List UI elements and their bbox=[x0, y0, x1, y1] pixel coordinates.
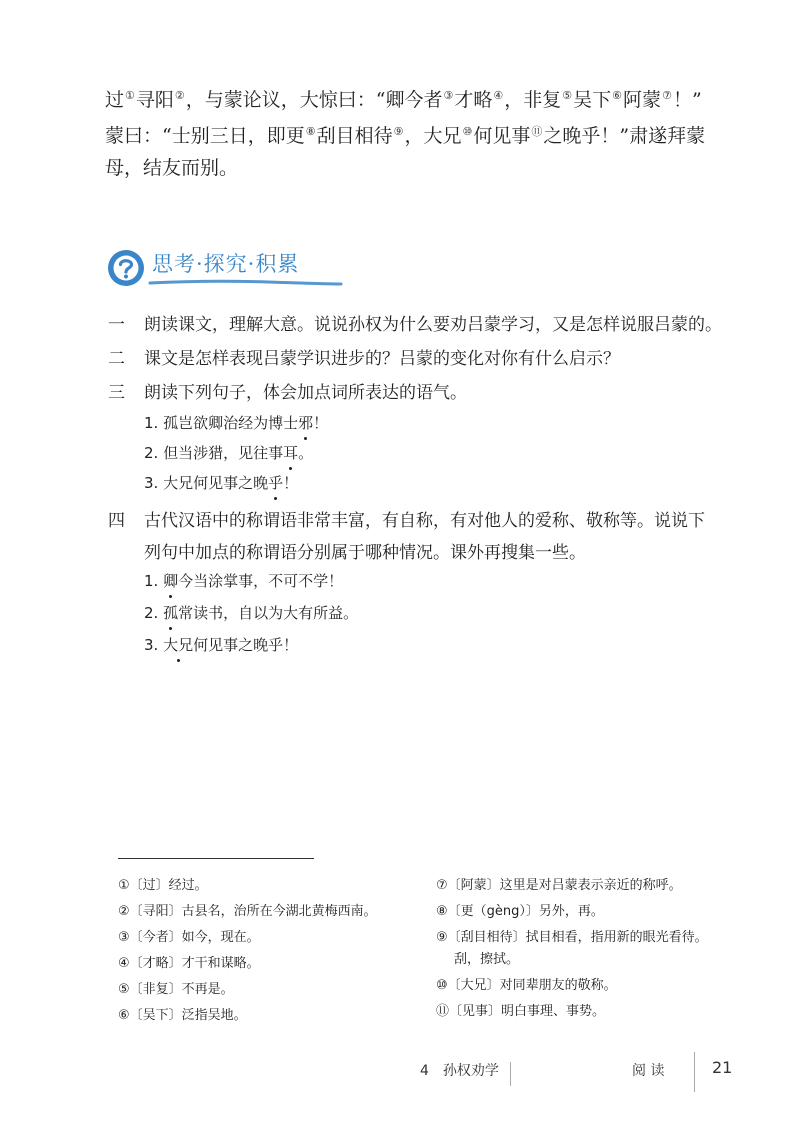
passage-text: 蒙曰：“士别三日，即更 bbox=[105, 125, 305, 147]
footnote: ③〔今者〕如今，现在。 bbox=[118, 930, 260, 945]
q3-item-3 bbox=[144, 472, 298, 493]
item-text: 2. 但当涉猎，见往事 bbox=[144, 444, 284, 462]
footnote: ⑦〔阿蒙〕这里是对吕蒙表示亲近的称呼。 bbox=[436, 878, 682, 893]
section-underline bbox=[148, 279, 343, 288]
page-number: 21 bbox=[712, 1058, 733, 1077]
footnote: ⑩〔大兄〕对同辈朋友的敬称。 bbox=[436, 978, 617, 993]
question-text: 列句中加点的称谓语分别属于哪种情况。课外再搜集一些。 bbox=[144, 543, 586, 563]
footnote: ①〔过〕经过。 bbox=[118, 878, 208, 893]
footnote-marker: ⑧ bbox=[305, 125, 316, 138]
footnote: ⑨〔刮目相待〕拭目相看，指用新的眼光看待。 bbox=[436, 930, 708, 945]
question-3 bbox=[108, 378, 467, 403]
passage-text: 何见事 bbox=[473, 125, 531, 147]
footnote: ⑪〔见事〕明白事理、事势。 bbox=[436, 1004, 606, 1019]
footnote-marker: ⑤ bbox=[562, 89, 573, 102]
passage-text: 刮目相待 bbox=[316, 125, 393, 147]
passage-text: 才略 bbox=[454, 89, 493, 111]
q4-item-2 bbox=[144, 602, 358, 623]
question-text: 朗读课文，理解大意。说说孙权为什么要劝吕蒙学习，又是怎样说服吕蒙的。 bbox=[144, 315, 722, 335]
passage-text: 阿蒙 bbox=[623, 89, 662, 111]
footer-section: 阅 读 bbox=[632, 1063, 665, 1079]
dotted-word: 耳 bbox=[283, 444, 299, 462]
question-number: 一 bbox=[108, 315, 125, 335]
question-text: 古代汉语中的称谓语非常丰富，有自称，有对他人的爱称、敬称等。说说下 bbox=[144, 511, 705, 531]
item-text: ！ bbox=[283, 474, 299, 492]
dotted-word: 卿 bbox=[163, 572, 179, 590]
item-text: 何见事之晚乎！ bbox=[193, 636, 299, 654]
passage-text: 吴下 bbox=[573, 89, 612, 111]
footnote: ④〔才略〕才干和谋略。 bbox=[118, 956, 260, 971]
footnote: ②〔寻阳〕古县名，治所在今湖北黄梅西南。 bbox=[118, 904, 377, 919]
q4-item-3 bbox=[144, 634, 298, 655]
dotted-word: 乎 bbox=[268, 474, 284, 492]
q3-item-1 bbox=[144, 412, 328, 433]
question-text: 课文是怎样表现吕蒙学识进步的？吕蒙的变化对你有什么启示？ bbox=[144, 349, 620, 369]
question-4-line-2 bbox=[144, 538, 586, 563]
footer-divider bbox=[510, 1062, 511, 1086]
section-title: 思考·探究·积累 bbox=[152, 252, 300, 276]
item-text: ！ bbox=[313, 414, 329, 432]
footnote-marker: ⑩ bbox=[462, 125, 473, 138]
q3-item-2 bbox=[144, 442, 313, 463]
section-header bbox=[106, 246, 346, 292]
footnote-marker: ⑨ bbox=[393, 125, 404, 138]
q4-item-1 bbox=[144, 570, 343, 591]
passage-text: 过 bbox=[105, 89, 125, 111]
passage-text: ，非复 bbox=[504, 89, 562, 111]
footnote-marker: ① bbox=[125, 89, 135, 102]
passage bbox=[105, 78, 745, 186]
footer-lesson: 4 孙权劝学 bbox=[420, 1063, 499, 1079]
passage-text: ，与蒙论议，大惊曰：“卿今者 bbox=[185, 89, 443, 111]
item-text: 2. bbox=[144, 604, 164, 622]
passage-text: 之晚乎！”肃遂拜蒙 bbox=[543, 125, 706, 147]
passage-line-3 bbox=[105, 150, 745, 186]
question-number: 四 bbox=[108, 511, 125, 531]
dotted-word: 孤 bbox=[163, 604, 179, 622]
footnote: ⑧〔更（gèng）〕另外，再。 bbox=[436, 904, 604, 919]
footnote-continuation: 刮，擦拭。 bbox=[454, 952, 520, 967]
passage-text: ！” bbox=[672, 89, 702, 111]
passage-text: 寻阳 bbox=[135, 89, 174, 111]
question-number: 三 bbox=[108, 383, 125, 403]
question-text: 朗读下列句子，体会加点词所表达的语气。 bbox=[144, 383, 467, 403]
footnote-divider bbox=[118, 858, 314, 859]
footnote-marker: ④ bbox=[493, 89, 504, 102]
passage-line-1 bbox=[105, 78, 745, 114]
item-text: 常读书，自以为大有所益。 bbox=[178, 604, 359, 622]
passage-line-2 bbox=[105, 114, 745, 150]
footnote-marker: ⑦ bbox=[662, 89, 672, 102]
question-2 bbox=[108, 344, 620, 369]
footnote: ⑥〔吴下〕泛指吴地。 bbox=[118, 1008, 247, 1023]
footnote-marker: ⑥ bbox=[612, 89, 623, 102]
footnote-marker: ⑪ bbox=[531, 125, 543, 138]
footnote: ⑤〔非复〕不再是。 bbox=[118, 982, 234, 997]
passage-text: ，大兄 bbox=[404, 125, 462, 147]
passage-text: 母，结友而别。 bbox=[105, 157, 239, 179]
question-1 bbox=[108, 310, 722, 335]
question-4 bbox=[108, 506, 705, 531]
item-text: 3. 大兄何见事之晚 bbox=[144, 474, 269, 492]
item-text: 1. 孤岂欲卿治经为博士 bbox=[144, 414, 299, 432]
footnote-marker: ② bbox=[174, 89, 185, 102]
dotted-word: 邪 bbox=[298, 414, 314, 432]
question-mark-icon bbox=[106, 248, 146, 288]
item-text: 3. bbox=[144, 636, 164, 654]
footnote-marker: ③ bbox=[443, 89, 454, 102]
item-text: 今当涂掌事，不可不学！ bbox=[178, 572, 344, 590]
item-text: 1. bbox=[144, 572, 164, 590]
question-number: 二 bbox=[108, 349, 125, 369]
item-text: 。 bbox=[298, 444, 314, 462]
dotted-word: 大兄 bbox=[163, 636, 194, 654]
footer-divider bbox=[694, 1052, 695, 1092]
